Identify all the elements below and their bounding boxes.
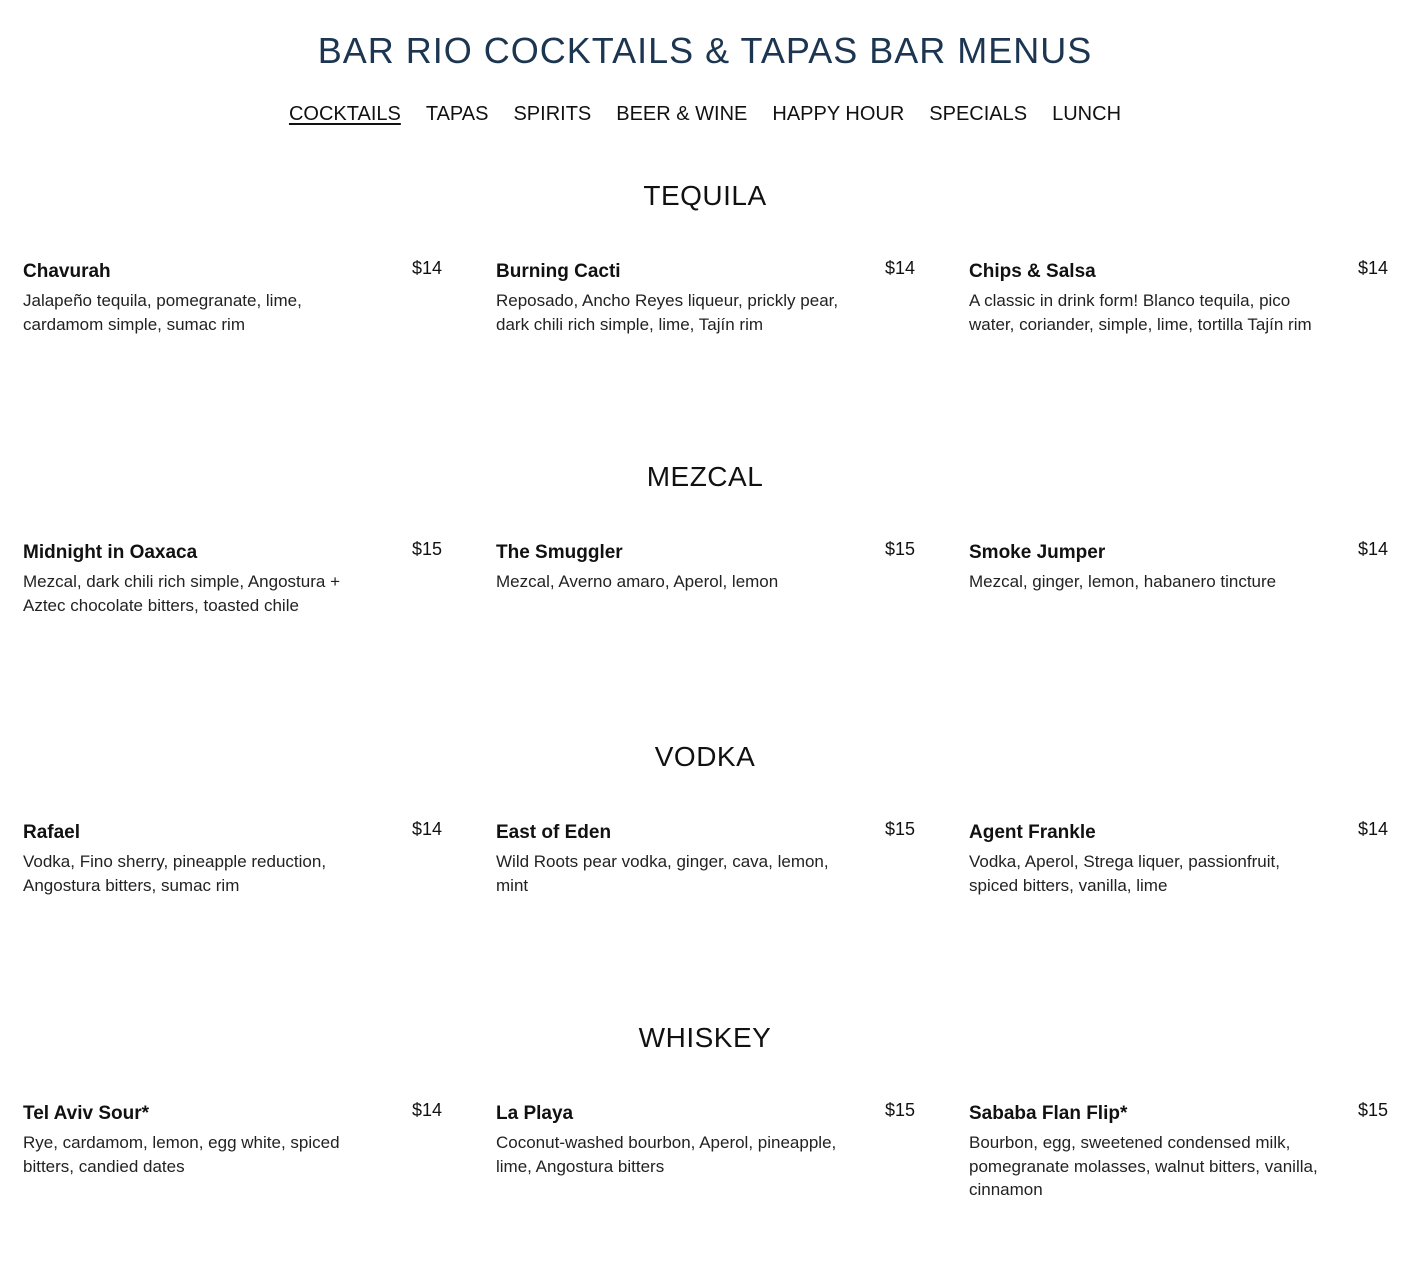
item-price: $15 (1357, 1100, 1388, 1120)
item-name: Chips & Salsa (969, 261, 1096, 282)
item-description: Vodka, Aperol, Strega liquer, passionfruit, spiced bitters, vanilla, lime (969, 852, 1280, 895)
item-price: $14 (411, 819, 442, 839)
menu-item (969, 541, 1388, 617)
item-description: Mezcal, dark chili rich simple, Angostura + Aztec chocolate bitters, toasted chile (23, 572, 340, 615)
item-name: Tel Aviv Sour* (23, 1103, 149, 1124)
menu-item (23, 1102, 442, 1202)
nav-item-tapas[interactable]: TAPAS (425, 103, 489, 125)
menu-items (23, 260, 1387, 336)
menu-item (969, 260, 1388, 336)
menu-section-whiskey (0, 1022, 1410, 1199)
menu-item (23, 541, 442, 617)
menu-item (496, 541, 915, 617)
section-heading: VODKA (654, 741, 756, 772)
item-price: $14 (1357, 258, 1388, 278)
item-name: Agent Frankle (969, 822, 1096, 843)
item-description: Mezcal, Averno amaro, Aperol, lemon (496, 572, 779, 591)
menu-section-mezcal (0, 461, 1410, 615)
item-description: Rye, cardamom, lemon, egg white, spiced bitters, candied dates (23, 1133, 340, 1176)
item-name: La Playa (496, 1103, 574, 1124)
section-heading: MEZCAL (646, 461, 764, 492)
item-name: The Smuggler (496, 542, 623, 563)
menu-item (23, 821, 442, 897)
item-price: $15 (884, 819, 915, 839)
item-name: Sababa Flan Flip* (969, 1103, 1128, 1124)
nav-item-happy-hour[interactable]: HAPPY HOUR (772, 103, 905, 125)
item-price: $14 (411, 258, 442, 278)
item-name: East of Eden (496, 822, 612, 843)
item-price: $14 (884, 258, 915, 278)
item-description: Vodka, Fino sherry, pineapple reduction, Angostura bitters, sumac rim (23, 852, 327, 895)
menu-items (23, 1102, 1387, 1202)
menu-section-tequila (0, 180, 1410, 334)
menu-item (496, 821, 915, 897)
item-price: $15 (411, 539, 442, 559)
menu-items (23, 541, 1387, 617)
section-heading: TEQUILA (643, 180, 767, 211)
item-price: $14 (411, 1100, 442, 1120)
menu-item (969, 1102, 1388, 1202)
menu-items (23, 821, 1387, 897)
item-description: Bourbon, egg, sweetened condensed milk, pomegranate molasses, walnut bitters, vanilla, cinnamon (969, 1133, 1318, 1199)
item-price: $14 (1357, 819, 1388, 839)
nav-item-specials[interactable]: SPECIALS (929, 103, 1028, 125)
item-name: Rafael (23, 822, 81, 843)
menu-item (496, 1102, 915, 1202)
item-description: Reposado, Ancho Reyes liqueur, prickly pear, dark chili rich simple, lime, Tajín rim (496, 291, 839, 334)
menu-section-vodka (0, 741, 1410, 895)
nav-item-spirits[interactable]: SPIRITS (513, 103, 592, 125)
menu-item (496, 260, 915, 336)
item-description: Jalapeño tequila, pomegranate, lime, cardamom simple, sumac rim (23, 291, 302, 334)
nav-item-beer-wine[interactable]: BEER & WINE (616, 103, 748, 125)
nav-item-cocktails[interactable]: COCKTAILS (288, 103, 401, 125)
item-description: A classic in drink form! Blanco tequila, pico water, coriander, simple, lime, tortilla Tajín rim (969, 291, 1312, 334)
item-name: Smoke Jumper (969, 542, 1106, 563)
item-price: $15 (884, 1100, 915, 1120)
page-title: BAR RIO COCKTAILS & TAPAS BAR MENUS (317, 30, 1093, 71)
item-price: $15 (884, 539, 915, 559)
item-name: Midnight in Oaxaca (23, 542, 198, 563)
section-heading: WHISKEY (638, 1022, 772, 1053)
nav-item-lunch[interactable]: LUNCH (1052, 103, 1122, 125)
menu-item (969, 821, 1388, 897)
menu-item (23, 260, 442, 336)
item-description: Coconut-washed bourbon, Aperol, pineapple, lime, Angostura bitters (496, 1133, 837, 1176)
item-price: $14 (1357, 539, 1388, 559)
menu-nav (0, 103, 1410, 126)
item-name: Chavurah (23, 261, 111, 282)
item-description: Wild Roots pear vodka, ginger, cava, lemon, mint (496, 852, 829, 895)
item-name: Burning Cacti (496, 261, 621, 282)
item-description: Mezcal, ginger, lemon, habanero tincture (969, 572, 1277, 591)
